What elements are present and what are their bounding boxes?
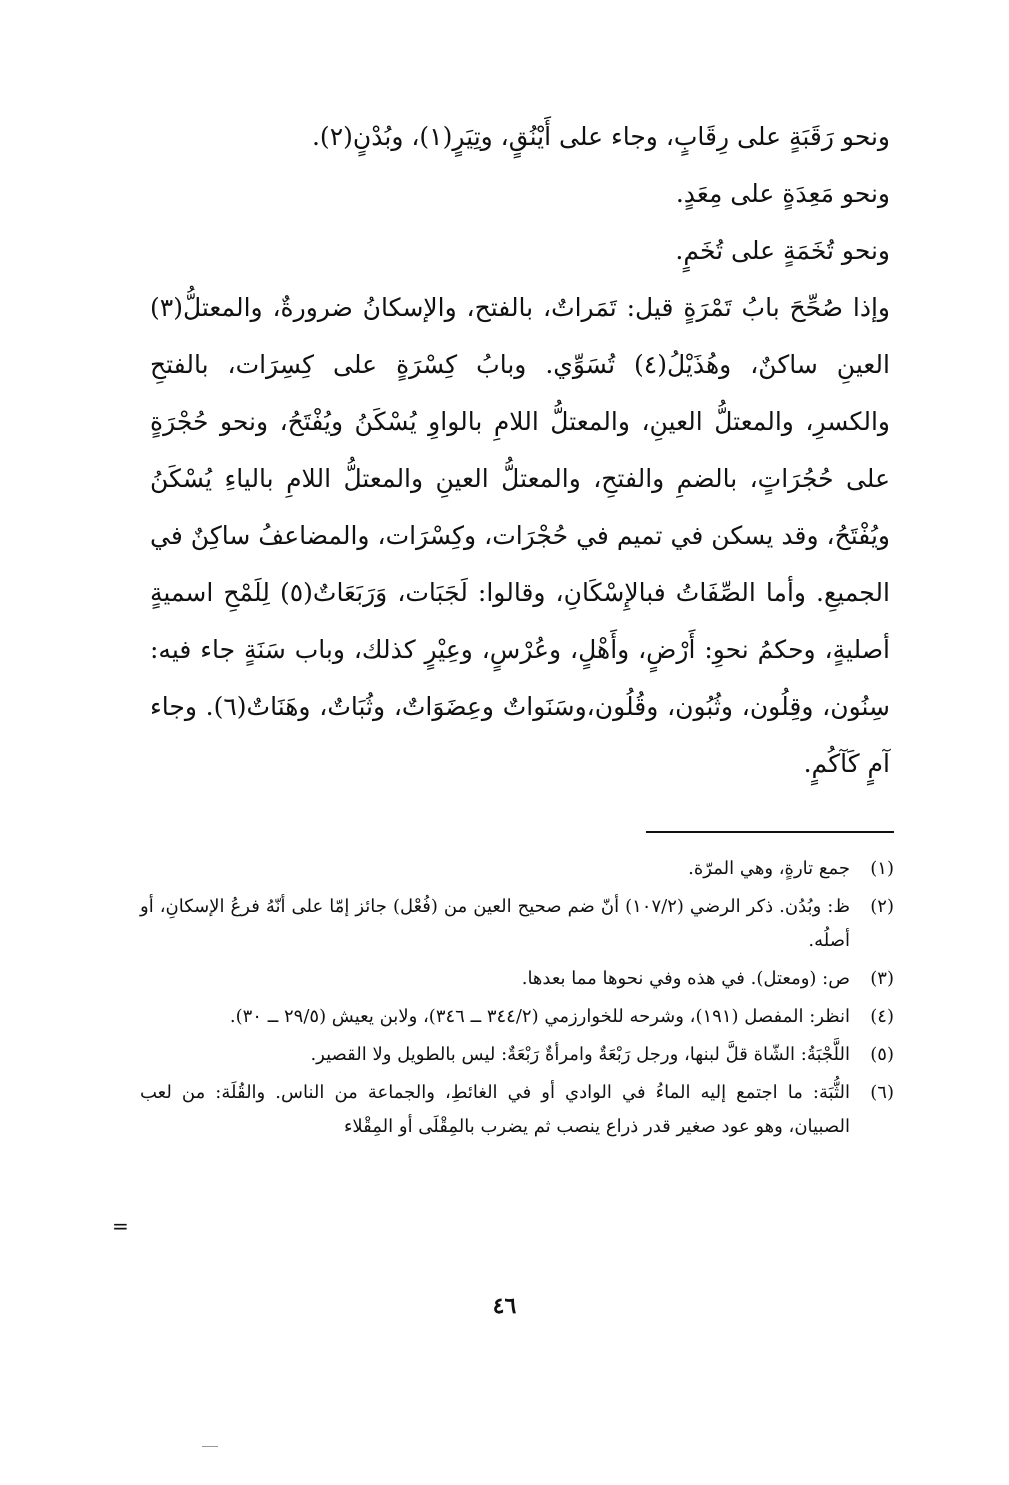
footnote-2 bbox=[140, 890, 894, 958]
footnote-text: اللَّجْبَةُ: الشّاة قلَّ لبنها، ورجل رَبْعَةٌ وامرأةٌ رَبْعَةٌ: ليس بالطويل ولا القصير. bbox=[310, 1044, 850, 1065]
main-text bbox=[150, 108, 890, 792]
footnote-1 bbox=[140, 852, 894, 886]
footnote-number: (٢) bbox=[870, 896, 894, 917]
footnote-text: انظر: المفصل (١٩١)، وشرحه للخوارزمي (٣٤٤/٢ ــ ٣٤٦)، ولابن يعيش (٢٩/٥ ــ ٣٠). bbox=[229, 1006, 850, 1027]
footnote-6 bbox=[140, 1076, 894, 1144]
page-number: ٤٦ bbox=[492, 1293, 517, 1319]
text-line-1: ونحو رَقَبَةٍ على رِقَابٍ، وجاء على أَيْنُقٍ، وتِيَرٍ(١)، وبُدْنٍ(٢). bbox=[311, 122, 890, 151]
text-line-2: ونحو مَعِدَةٍ على مِعَدٍ. bbox=[675, 179, 890, 208]
footnote-text: الثُّبَة: ما اجتمع إليه الماءُ في الوادي أو في الغائطِ، والجماعة من الناس. والقُلَة: من لعب الصبيان، وهو عود صغير قدر ذراع ينصب ثم يضرب بالمِقْلَى أو المِقْلاء bbox=[140, 1082, 850, 1137]
main-paragraph: وإذا صُحِّحَ بابُ تَمْرَةٍ قيل: تَمَراتٌ، بالفتح، والإسكانُ ضرورةٌ، والمعتلُّ(٣) العينِ ساكنٌ، وهُذَيْلُ(٤) تُسَوِّي. وبابُ كِسْرَةٍ على كِسِرَات، بالفتحِ والكسرِ، والمعتلُّ العينِ، والمعتلُّ اللامِ بالواوِ يُسْكَنُ ويُفْتَحُ، ونحو حُجْرَةٍ على حُجُرَاتٍ، بالضمِ والفتحِ، والمعتلُّ العينِ والمعتلُّ اللامِ بالياءِ يُسْكَنُ ويُفْتَحُ، وقد يسكن في تميم في حُجْرَات، وكِسْرَات، والمضاعفُ ساكِنٌ في الجميعِ. وأما الصِّفَاتُ فبالإِسْكَانِ، وقالوا: لَجَبَات، وَرَبَعَاتٌ(٥) لِلَمْحِ اسميةٍ أصليةٍ، وحكمُ نحوِ: أَرْضٍ، وأَهْلٍ، وعُرْسٍ، وعِيْرٍ كذلك، وباب سَنَةٍ جاء فيه: سِنُون، وقِلُون، وثُبُون، وقُلُون،وسَنَواتٌ وعِضَوَاتٌ، وثُبَاتٌ، وهَنَاتٌ(٦). وجاء آمٍ كَآكُمٍ. bbox=[150, 293, 890, 778]
footnote-number: (٣) bbox=[870, 968, 894, 989]
footnote-text: ظ: وبُدُن. ذكر الرضي (١٠٧/٢) أنّ ضم صحيح العين من (فُعْل) جائز إمّا على أنّهُ فرعُ الإسكانِ، أو أصلُه. bbox=[140, 896, 850, 951]
footnote-separator bbox=[646, 831, 894, 833]
footnote-4 bbox=[140, 1000, 894, 1034]
scan-mark bbox=[202, 1446, 218, 1447]
footnote-5 bbox=[140, 1038, 894, 1072]
footnote-number: (١) bbox=[870, 858, 894, 879]
text-line-3: ونحو تُخَمَةٍ على تُخَمٍ. bbox=[675, 236, 890, 265]
footnote-3 bbox=[140, 962, 894, 996]
footnote-number: (٥) bbox=[870, 1044, 894, 1065]
continuation-mark: = bbox=[112, 1214, 129, 1238]
footnote-text: جمع تارةٍ، وهي المرّة. bbox=[688, 858, 850, 879]
footnote-number: (٤) bbox=[870, 1006, 894, 1027]
footnote-text: ص: (ومعتل). في هذه وفي نحوها مما بعدها. bbox=[521, 968, 850, 989]
footnotes bbox=[140, 852, 894, 1148]
footnote-number: (٦) bbox=[870, 1082, 894, 1103]
